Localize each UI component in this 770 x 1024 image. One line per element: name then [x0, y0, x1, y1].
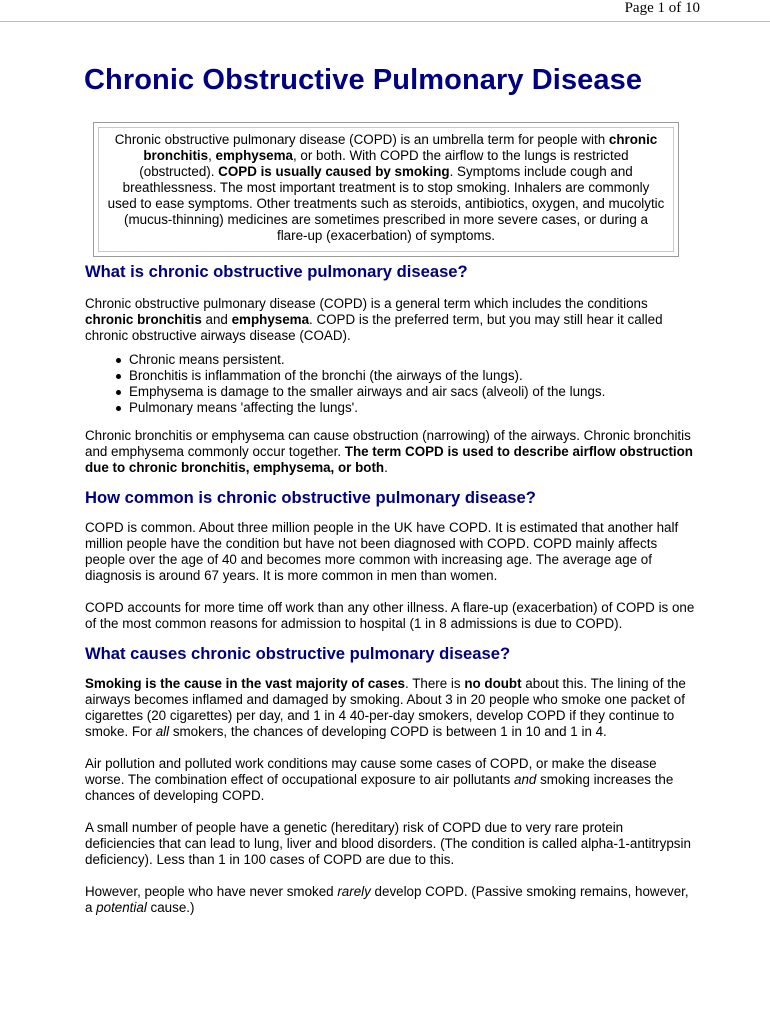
- summary-text-part: Chronic obstructive pulmonary disease (COPD) is an umbrella term for people with: [114, 132, 609, 147]
- summary-box: [93, 122, 679, 257]
- summary-text-part: ,: [208, 148, 216, 163]
- paragraph: A small number of people have a genetic (hereditary) risk of COPD due to very rare protein deficiencies that can lead to lung, liver and blood disorders. (The condition is called alpha-1-antitrypsin deficiency). Less than 1 in 100 cases of COPD are due to this.: [85, 820, 691, 867]
- paragraph: COPD accounts for more time off work than any other illness. A flare-up (exacerbation) of COPD is one of the most common reasons for admission to hospital (1 in 8 admissions is due to COPD).: [85, 600, 695, 631]
- list-item: Bronchitis is inflammation of the bronchi (the airways of the lungs).: [85, 368, 695, 384]
- section-heading: How common is chronic obstructive pulmonary disease?: [85, 488, 536, 507]
- list-item: Emphysema is damage to the smaller airways and air sacs (alveoli) of the lungs.: [85, 384, 695, 400]
- page-title: Chronic Obstructive Pulmonary Disease: [84, 64, 643, 96]
- list-item: Pulmonary means 'affecting the lungs'.: [85, 400, 695, 416]
- summary-text: [98, 127, 674, 252]
- page-indicator: Page 1 of 10: [624, 0, 700, 16]
- summary-bold-term: COPD is usually caused by smoking: [218, 164, 450, 179]
- paragraph: Chronic bronchitis or emphysema can cause obstruction (narrowing) of the airways. Chronic bronchitis and emphysema commonly occur together. The term COPD is used to describe airflow obstruction due to chronic bronchitis, emphysema, or both.: [85, 428, 693, 475]
- summary-text-part: , or both. With COPD the airflow to the lungs is restricted (obstructed).: [139, 148, 629, 179]
- list-item: Chronic means persistent.: [85, 352, 695, 368]
- summary-bold-term: emphysema: [215, 148, 293, 163]
- paragraph: Smoking is the cause in the vast majority of cases. There is no doubt about this. The lining of the airways becomes inflamed and damaged by smoking. About 3 in 20 people who smoke one packet of cigarettes (20 cigarettes) per day, and 1 in 4 40-per-day smokers, develop COPD if they continue to smoke. For all smokers, the chances of developing COPD is between 1 in 10 and 1 in 4.: [85, 676, 686, 739]
- paragraph: However, people who have never smoked rarely develop COPD. (Passive smoking remains, however, a potential cause.): [85, 884, 689, 915]
- summary-text-part: . Symptoms include cough and breathlessness. The most important treatment is to stop smoking. Inhalers are commonly used to ease symptoms. Other treatments such as steroids, antibiotics, oxygen, and mucolytic (mucus-thinning) medicines are sometimes prescribed in more severe cases, or during a flare-up (exacerbation) of symptoms.: [107, 164, 665, 243]
- definitions-list: [85, 352, 695, 416]
- section-heading: What is chronic obstructive pulmonary disease?: [85, 262, 468, 281]
- header-divider: [0, 21, 770, 22]
- paragraph: COPD is common. About three million people in the UK have COPD. It is estimated that another half million people have the condition but have not been diagnosed with COPD. COPD mainly affects people over the age of 40 and becomes more common with increasing age. The average age of diagnosis is around 67 years. It is more common in men than women.: [85, 520, 679, 583]
- paragraph: Chronic obstructive pulmonary disease (COPD) is a general term which includes the conditions chronic bronchitis and emphysema. COPD is the preferred term, but you may still hear it called chronic obstructive airways disease (COAD).: [85, 296, 663, 343]
- section-heading: What causes chronic obstructive pulmonary disease?: [85, 644, 511, 663]
- paragraph: Air pollution and polluted work conditions may cause some cases of COPD, or make the disease worse. The combination effect of occupational exposure to air pollutants and smoking increases the chances of developing COPD.: [85, 756, 674, 803]
- main-content: [85, 260, 695, 916]
- summary-bold-term: chronic bronchitis: [143, 132, 658, 163]
